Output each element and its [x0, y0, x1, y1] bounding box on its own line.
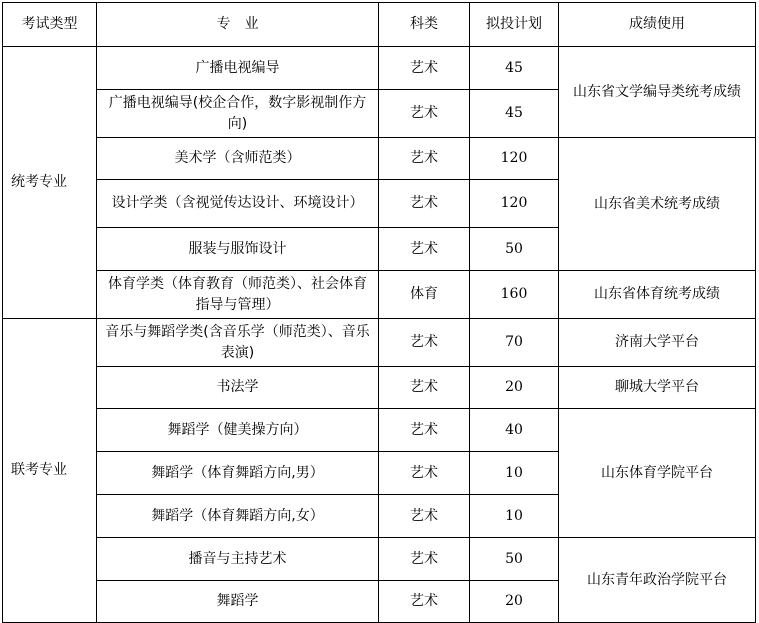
- score-use-cell: 聊城大学平台: [559, 367, 756, 409]
- plan-cell: 45: [470, 47, 559, 90]
- table-row: [3, 138, 756, 180]
- group-joint-exam: 联考专业: [3, 319, 97, 623]
- table-row: [3, 409, 756, 452]
- header-row: [3, 3, 756, 47]
- major-cell: 广播电视编导(校企合作，数字影视制作方向): [97, 90, 379, 138]
- category-cell: 艺术: [379, 538, 470, 581]
- major-cell: 舞蹈学（健美操方向）: [97, 409, 379, 452]
- category-cell: 艺术: [379, 138, 470, 180]
- major-cell: 音乐与舞蹈学类(含音乐学（师范类）、音乐表演): [97, 319, 379, 367]
- score-use-cell: 山东体育学院平台: [559, 409, 756, 538]
- plan-cell: 50: [470, 538, 559, 581]
- enrollment-plan-table: [2, 2, 756, 623]
- plan-cell: 10: [470, 495, 559, 538]
- major-cell: 播音与主持艺术: [97, 538, 379, 581]
- category-cell: 艺术: [379, 228, 470, 271]
- header-plan: 拟投计划: [470, 3, 559, 47]
- table-row: [3, 319, 756, 367]
- category-cell: 体育: [379, 271, 470, 319]
- category-cell: 艺术: [379, 180, 470, 228]
- major-cell: 舞蹈学（体育舞蹈方向,男）: [97, 452, 379, 495]
- plan-cell: 45: [470, 90, 559, 138]
- category-cell: 艺术: [379, 47, 470, 90]
- score-use-cell: 济南大学平台: [559, 319, 756, 367]
- plan-cell: 160: [470, 271, 559, 319]
- plan-cell: 120: [470, 138, 559, 180]
- category-cell: 艺术: [379, 90, 470, 138]
- table-row: [3, 367, 756, 409]
- header-category: 科类: [379, 3, 470, 47]
- major-cell: 书法学: [97, 367, 379, 409]
- header-major: 专 业: [97, 3, 379, 47]
- category-cell: 艺术: [379, 409, 470, 452]
- score-use-cell: 山东青年政治学院平台: [559, 538, 756, 623]
- major-cell: 舞蹈学: [97, 581, 379, 623]
- table-row: [3, 271, 756, 319]
- score-use-cell: 山东省美术统考成绩: [559, 138, 756, 271]
- major-cell: 舞蹈学（体育舞蹈方向,女）: [97, 495, 379, 538]
- header-score-use: 成绩使用: [559, 3, 756, 47]
- plan-cell: 20: [470, 581, 559, 623]
- plan-cell: 10: [470, 452, 559, 495]
- major-cell: 广播电视编导: [97, 47, 379, 90]
- major-cell: 设计学类（含视觉传达设计、环境设计）: [97, 180, 379, 228]
- plan-cell: 40: [470, 409, 559, 452]
- category-cell: 艺术: [379, 452, 470, 495]
- major-cell: 美术学（含师范类）: [97, 138, 379, 180]
- score-use-cell: 山东省文学编导类统考成绩: [559, 47, 756, 138]
- header-exam-type: 考试类型: [3, 3, 97, 47]
- table-row: [3, 47, 756, 90]
- plan-cell: 70: [470, 319, 559, 367]
- score-use-cell: 山东省体育统考成绩: [559, 271, 756, 319]
- plan-cell: 20: [470, 367, 559, 409]
- category-cell: 艺术: [379, 319, 470, 367]
- category-cell: 艺术: [379, 367, 470, 409]
- major-cell: 体育学类（体育教育（师范类）、社会体育指导与管理）: [97, 271, 379, 319]
- plan-cell: 50: [470, 228, 559, 271]
- plan-cell: 120: [470, 180, 559, 228]
- major-cell: 服装与服饰设计: [97, 228, 379, 271]
- table-row: [3, 538, 756, 581]
- category-cell: 艺术: [379, 495, 470, 538]
- category-cell: 艺术: [379, 581, 470, 623]
- group-unified-exam: 统考专业: [3, 47, 97, 319]
